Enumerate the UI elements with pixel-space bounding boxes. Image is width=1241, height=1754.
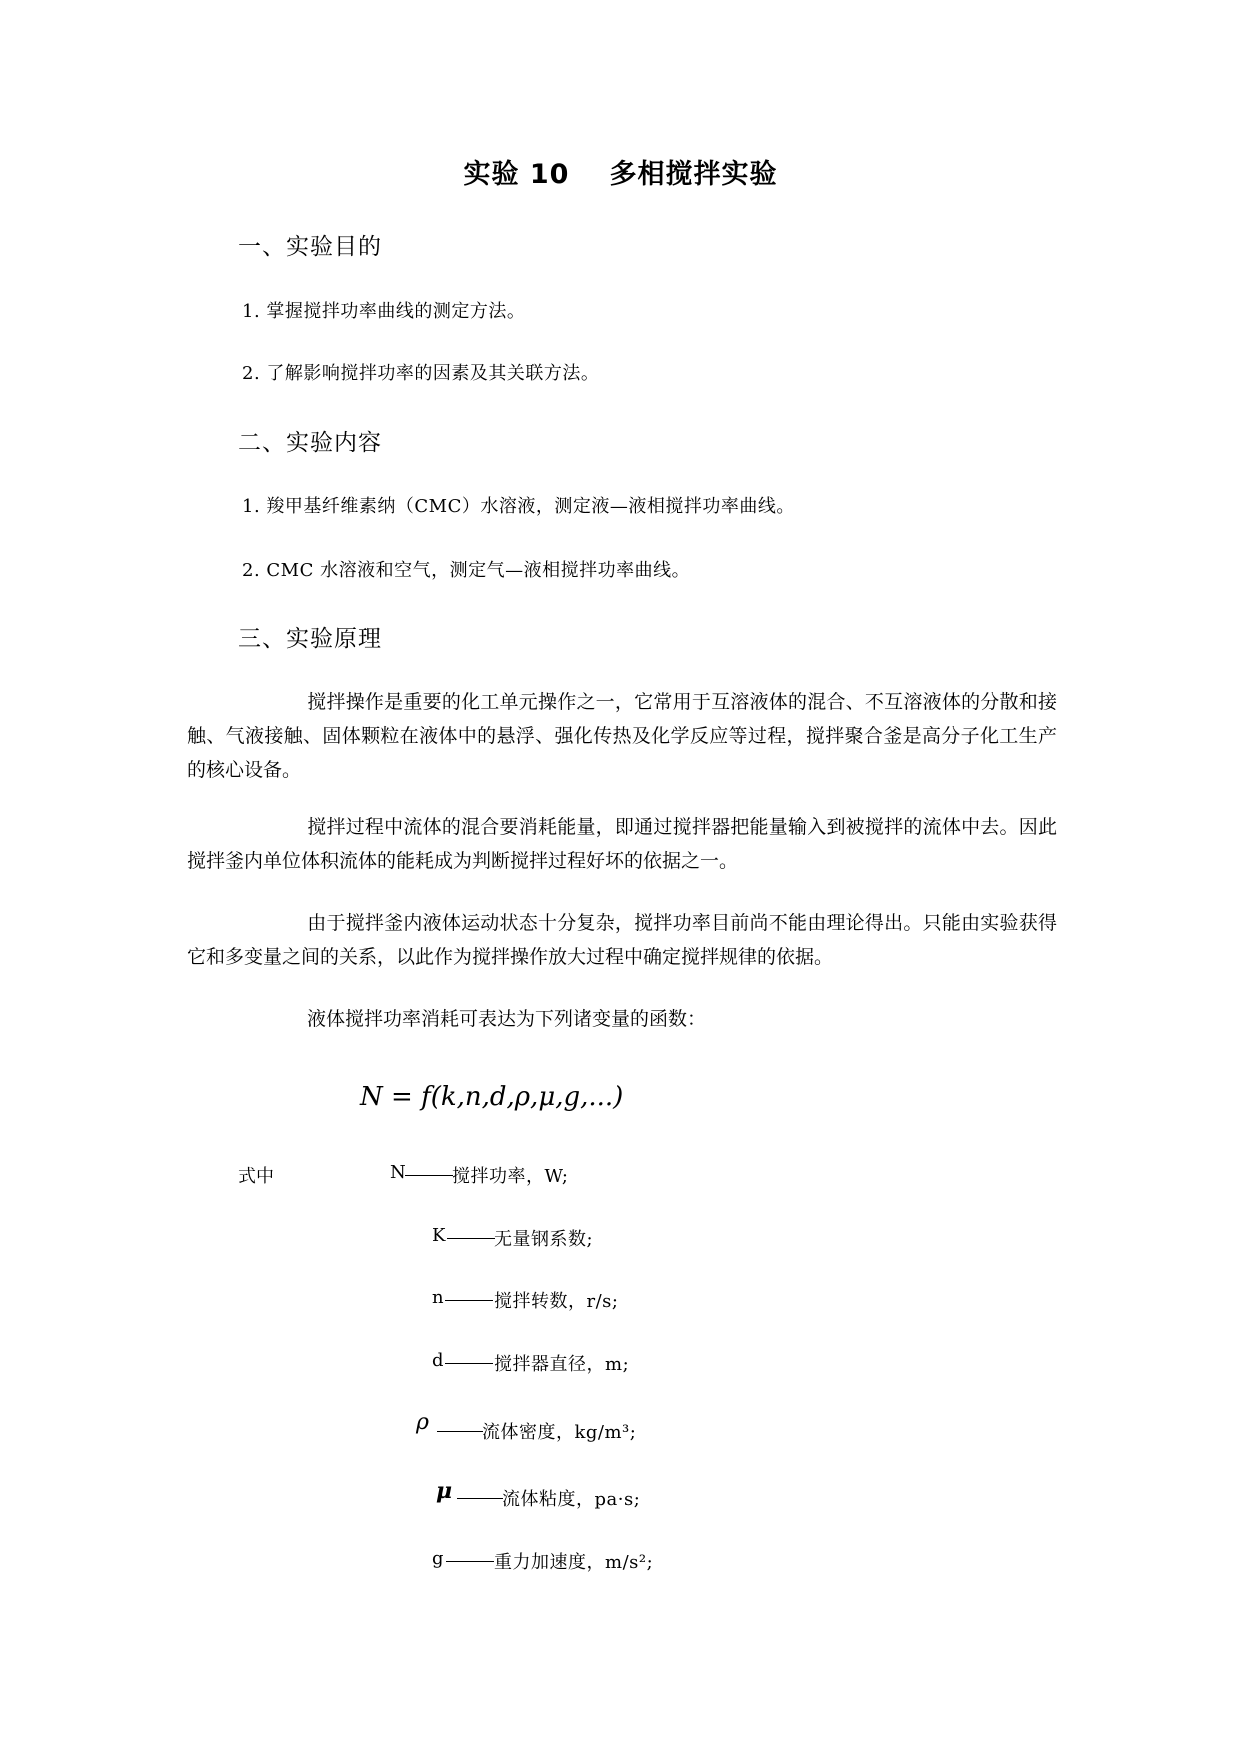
- principle-paragraph-1: 搅拌操作是重要的化工单元操作之一，它常用于互溶液体的混合、不互溶液体的分散和接触、气液接触、固体颗粒在液体中的悬浮、强化传热及化学反应等过程，搅拌聚合釜是高分子化工生产的核心设备。: [187, 691, 1057, 781]
- principle-paragraph-4: 液体搅拌功率消耗可表达为下列诸变量的函数：: [307, 1008, 707, 1030]
- power-function-formula: N = f(k,n,d,ρ,μ,g,...): [360, 1082, 624, 1112]
- section-heading-principle: 三、实验原理: [238, 626, 382, 652]
- var-desc-g: 重力加速度，m/s²;: [494, 1552, 654, 1573]
- var-desc-rho: 流体密度，kg/m³;: [482, 1422, 637, 1443]
- principle-paragraph-2: 搅拌过程中流体的混合要消耗能量，即通过搅拌器把能量输入到被搅拌的流体中去。因此搅拌釜内单位体积流体的能耗成为判断搅拌过程好坏的依据之一。: [187, 816, 1057, 872]
- content-item-2: 2. CMC 水溶液和空气，测定气—液相搅拌功率曲线。: [242, 560, 691, 581]
- var-dash: [446, 1561, 494, 1562]
- var-symbol-n: n: [432, 1287, 444, 1308]
- principle-paragraph-3: 由于搅拌釜内液体运动状态十分复杂，搅拌功率目前尚不能由理论得出。只能由实验获得它和多变量之间的关系，以此作为搅拌操作放大过程中确定搅拌规律的依据。: [187, 912, 1057, 968]
- var-dash: [447, 1238, 495, 1239]
- page-title: [0, 152, 1241, 191]
- var-desc-N: 搅拌功率，W;: [452, 1166, 569, 1187]
- title-text: 多相搅拌实验: [609, 159, 778, 190]
- content-item-1: 1. 羧甲基纤维素纳（CMC）水溶液，测定液—液相搅拌功率曲线。: [242, 496, 795, 517]
- var-symbol-rho: ρ: [416, 1410, 429, 1435]
- var-dash: [405, 1175, 453, 1176]
- var-symbol-N: N: [390, 1162, 406, 1183]
- var-symbol-K: K: [432, 1225, 446, 1246]
- var-dash: [445, 1363, 493, 1364]
- purpose-item-2: 2. 了解影响搅拌功率的因素及其关联方法。: [242, 363, 600, 384]
- title-number: 实验 10: [463, 159, 570, 190]
- var-symbol-g: g: [432, 1548, 444, 1569]
- var-dash: [457, 1498, 503, 1499]
- var-desc-mu: 流体粘度，pa·s;: [502, 1489, 641, 1510]
- var-desc-d: 搅拌器直径，m;: [494, 1354, 630, 1375]
- var-symbol-mu: μ: [436, 1478, 453, 1504]
- var-symbol-d: d: [432, 1350, 444, 1371]
- var-desc-K: 无量钢系数;: [494, 1229, 594, 1250]
- section-heading-purpose: 一、实验目的: [238, 234, 382, 260]
- var-dash: [445, 1300, 493, 1301]
- purpose-item-1: 1. 掌握搅拌功率曲线的测定方法。: [242, 301, 526, 322]
- where-label: 式中: [238, 1166, 274, 1187]
- var-desc-n: 搅拌转数，r/s;: [494, 1291, 619, 1312]
- section-heading-content: 二、实验内容: [238, 430, 382, 456]
- var-dash: [437, 1431, 483, 1432]
